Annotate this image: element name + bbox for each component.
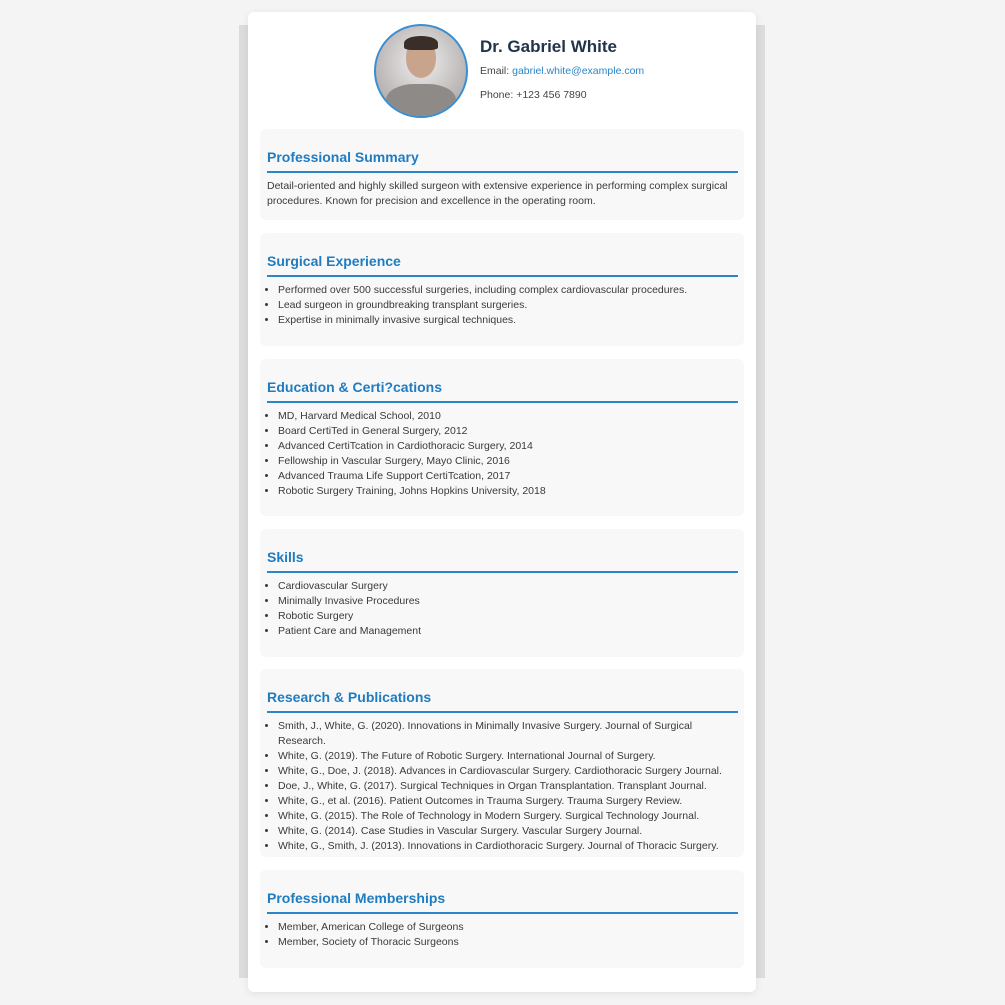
list-item: • Board CertiTed in General Surgery, 2012: [278, 424, 734, 439]
phone-label: Phone:: [480, 89, 514, 101]
section-title: Professional Memberships: [267, 890, 738, 914]
summary-text: Detail-oriented and highly skilled surgeon with extensive experience in performing complex surgical procedures. Known for precision and excellence in the operating room.: [267, 180, 728, 207]
profile-photo: [374, 24, 468, 118]
list-item: • Robotic Surgery Training, Johns Hopkins University, 2018: [278, 484, 734, 499]
phone-number: +123 456 7890: [516, 89, 587, 101]
list-item: • Advanced CertiTcation in Cardiothoracic Surgery, 2014: [278, 439, 734, 454]
education-list: [267, 409, 734, 499]
skills-list: [267, 579, 734, 639]
list-item: • White, G., et al. (2016). Patient Outcomes in Trauma Surgery. Trauma Surgery Review.: [278, 794, 734, 809]
list-item: • Lead surgeon in groundbreaking transplant surgeries.: [278, 298, 734, 313]
list-item: • White, G., Smith, J. (2013). Innovations in Cardiothoracic Surgery. Journal of Thoracic Surgery.: [278, 839, 734, 854]
list-item: • White, G. (2019). The Future of Robotic Surgery. International Journal of Surgery.: [278, 749, 734, 764]
section-title: Skills: [267, 549, 738, 573]
list-item: • Robotic Surgery: [278, 609, 734, 624]
experience-list: [267, 283, 734, 328]
list-item: • Performed over 500 successful surgeries, including complex cardiovascular procedures.: [278, 283, 734, 298]
section-experience: [260, 233, 744, 346]
section-title: Professional Summary: [267, 149, 738, 173]
list-item: • Patient Care and Management: [278, 624, 734, 639]
list-item: • Minimally Invasive Procedures: [278, 594, 734, 609]
list-item: • Expertise in minimally invasive surgical techniques.: [278, 313, 734, 328]
list-item: • White, G., Doe, J. (2018). Advances in Cardiovascular Surgery. Cardiothoracic Surgery Journal.: [278, 764, 734, 779]
list-item: • Fellowship in Vascular Surgery, Mayo Clinic, 2016: [278, 454, 734, 469]
section-title: Surgical Experience: [267, 253, 738, 277]
list-item: • White, G. (2015). The Role of Technology in Modern Surgery. Surgical Technology Journal.: [278, 809, 734, 824]
section-memberships: [260, 870, 744, 968]
phone-line: [480, 89, 644, 101]
list-item: • Doe, J., White, G. (2017). Surgical Techniques in Organ Transplantation. Transplant Journal.: [278, 779, 734, 794]
memberships-list: [267, 920, 734, 950]
section-title: Research & Publications: [267, 689, 738, 713]
list-item: • Member, Society of Thoracic Surgeons: [278, 935, 734, 950]
resume-card: [248, 12, 756, 992]
resume-header: [374, 24, 644, 118]
section-research: [260, 669, 744, 857]
section-skills: [260, 529, 744, 657]
list-item: • Member, American College of Surgeons: [278, 920, 734, 935]
section-title: Education & Certi?cations: [267, 379, 738, 403]
email-link[interactable]: gabriel.white@example.com: [512, 65, 645, 77]
research-list: [267, 719, 734, 854]
list-item: • MD, Harvard Medical School, 2010: [278, 409, 734, 424]
section-summary: [260, 129, 744, 220]
doctor-name: Dr. Gabriel White: [480, 37, 617, 56]
list-item: • Smith, J., White, G. (2020). Innovations in Minimally Invasive Surgery. Journal of Surgical Research.: [278, 719, 734, 749]
list-item: • White, G. (2014). Case Studies in Vascular Surgery. Vascular Surgery Journal.: [278, 824, 734, 839]
list-item: • Cardiovascular Surgery: [278, 579, 734, 594]
email-label: Email:: [480, 65, 510, 77]
email-line: [480, 65, 644, 77]
list-item: • Advanced Trauma Life Support CertiTcation, 2017: [278, 469, 734, 484]
section-education: [260, 359, 744, 516]
